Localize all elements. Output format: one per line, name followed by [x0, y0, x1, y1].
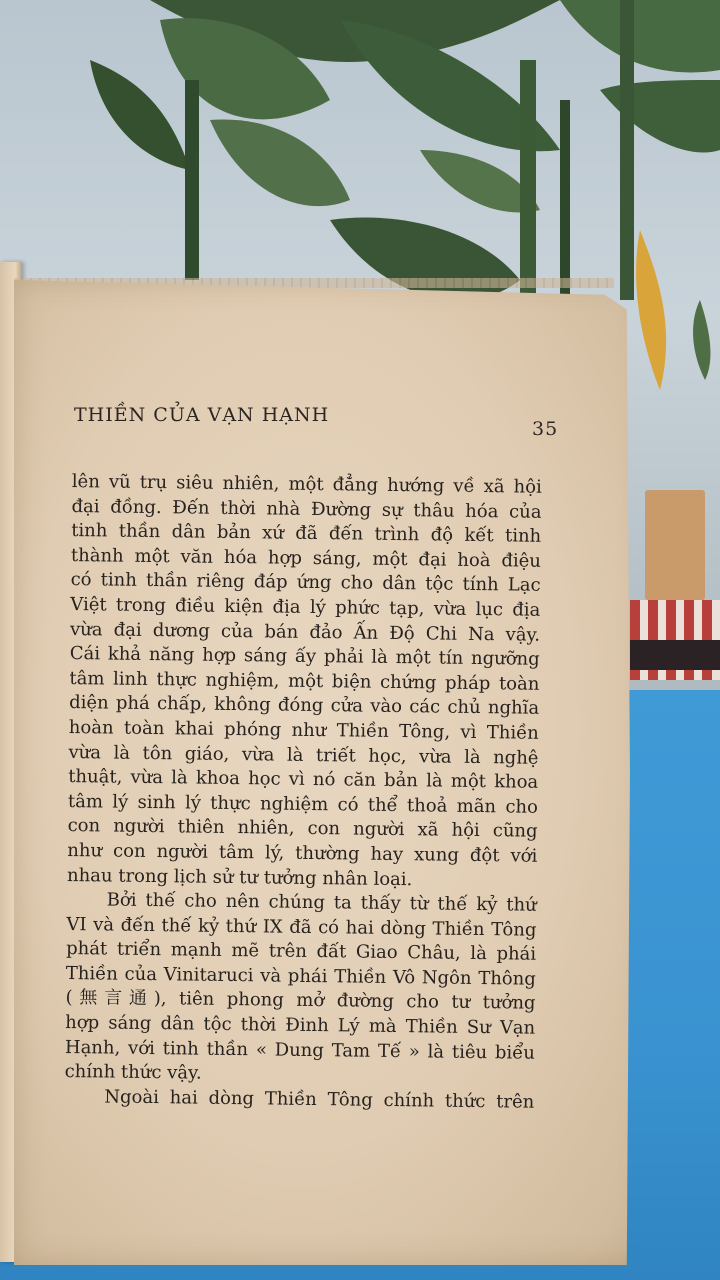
text-line: chính thức vậy. — [64, 1061, 202, 1084]
text-line: Bởi thế cho nên chúng ta thấy từ thế kỷ thứ — [106, 889, 537, 916]
text-line: hợp sáng dân tộc thời Đinh Lý mà Thiền Sư Vạn — [65, 1012, 536, 1039]
text-line: lên vũ trụ siêu nhiên, một đẳng hướng về xã hội — [71, 470, 542, 498]
text-line: Ngoài hai dòng Thiền Tông chính thức trên — [104, 1086, 535, 1113]
background-shelf — [630, 640, 720, 670]
text-line: diện phá chấp, không đóng cửa vào các chủ nghĩa — [69, 692, 540, 720]
page-number: 35 — [532, 418, 559, 440]
text-line: như con người tâm lý, thường hay xung đột với — [67, 839, 538, 867]
text-line: VI và đến thế kỷ thứ IX đã có hai dòng Thiền Tông — [66, 913, 537, 941]
text-line: vừa đại dương của bán đảo Ấn Độ Chi Na vậy. — [69, 618, 541, 646]
page-header — [74, 404, 559, 440]
text-line: thuật, vừa là khoa học vì nó căn bản là một khoa — [68, 766, 539, 793]
running-title: THIỀN CỦA VẠN HẠNH — [74, 404, 330, 426]
text-line: vừa là tôn giáo, vừa là triết học, vừa là nghệ — [68, 741, 539, 769]
page-body-text — [64, 470, 542, 1115]
text-line: có tinh thần riêng đáp ứng cho dân tộc tính Lạc — [70, 569, 541, 597]
text-line: hoàn toàn khai phóng như Thiền Tông, vì Thiền — [68, 716, 539, 744]
text-line: thành một văn hóa hợp sáng, một đại hoà điệu — [70, 544, 542, 572]
text-line: Thiền của Vinitaruci và phái Thiền Vô Ngôn Thông — [65, 962, 536, 990]
text-line: Việt trong điều kiện địa lý phức tạp, vừa lục địa — [70, 593, 541, 621]
text-line: con người thiên nhiên, con người xã hội cũng — [67, 815, 538, 843]
text-line: tinh thần dân bản xứ đã đến trình độ kết tinh — [71, 520, 542, 547]
text-line: tâm linh thực nghiệm, một biện chứng pháp toàn — [69, 667, 540, 695]
text-line: Hạnh, với tinh thần « Dung Tam Tế » là tiêu biểu — [64, 1036, 536, 1064]
background-box — [645, 490, 705, 600]
text-line: (無言通), tiên phong mở đường cho tư tưởng — [65, 987, 536, 1015]
text-line: Cái khả năng hợp sáng ấy phải là một tín ngưỡng — [69, 643, 540, 670]
text-line: đại đồng. Đến thời nhà Đường sự thâu hóa của — [71, 495, 542, 523]
text-line: phát triển mạnh mẽ trên đất Giao Châu, là phái — [66, 938, 537, 965]
text-line: tâm lý sinh lý thực nghiệm có thể thoả mãn cho — [67, 790, 539, 818]
text-line: nhau trong lịch sử tư tưởng nhân loại. — [66, 864, 413, 890]
